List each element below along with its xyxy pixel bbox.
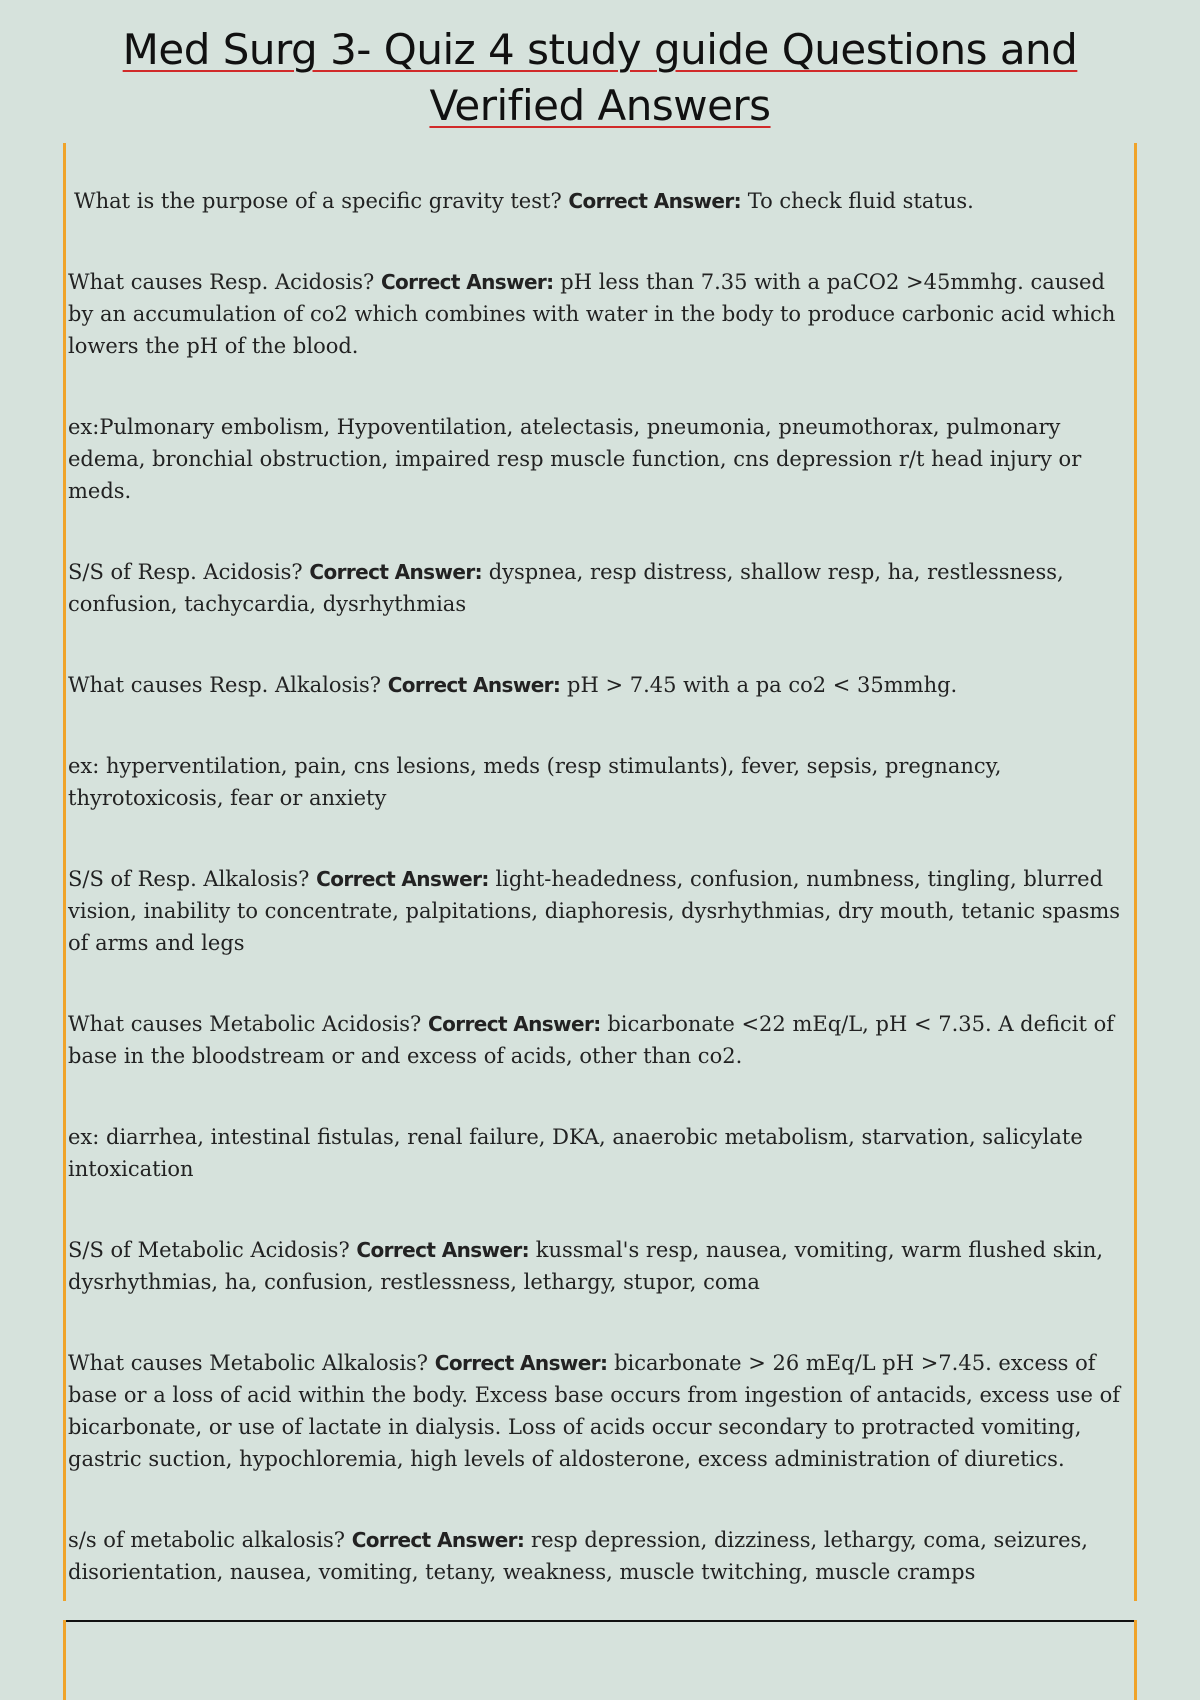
question-text: S/S of Resp. Alkalosis?: [68, 867, 310, 891]
qa-item: [68, 1008, 1128, 1072]
example-text: ex: hyperventilation, pain, cns lesions, meds (resp stimulants), fever, sepsis, pregnancy, thyrotoxicosis, fear or anxiety: [68, 754, 1002, 810]
title-line-2: Verified Answers: [429, 81, 771, 130]
example-paragraph: [68, 1121, 1128, 1185]
correct-answer-label: Correct Answer:: [380, 270, 554, 294]
example-paragraph: [68, 750, 1128, 814]
answer-text: To check fluid status.: [747, 189, 974, 213]
example-text: ex:Pulmonary embolism, Hypoventilation, atelectasis, pneumonia, pneumothorax, pulmonary edema, bronchial obstruction, impaired resp muscle function, cns depression r/t head injury or meds.: [68, 415, 1082, 503]
qa-item: [68, 1234, 1128, 1298]
qa-item: [68, 1347, 1128, 1475]
question-text: S/S of Metabolic Acidosis?: [68, 1238, 350, 1262]
left-border-rule-next: [63, 1620, 66, 1700]
correct-answer-label: Correct Answer:: [316, 867, 489, 891]
question-text: S/S of Resp. Acidosis?: [68, 560, 303, 584]
question-text: What is the purpose of a specific gravity test?: [74, 189, 562, 213]
correct-answer-label: Correct Answer:: [434, 1351, 608, 1375]
qa-list: [68, 185, 1128, 1637]
left-border-rule: [63, 143, 66, 1601]
question-text: What causes Metabolic Alkalosis?: [68, 1351, 429, 1375]
answer-text: pH > 7.45 with a pa co2 < 35mmhg.: [567, 673, 958, 697]
correct-answer-label: Correct Answer:: [309, 560, 482, 584]
question-text: What causes Resp. Acidosis?: [68, 270, 375, 294]
qa-item: [68, 669, 1128, 701]
correct-answer-label: Correct Answer:: [356, 1238, 530, 1262]
question-text: What causes Resp. Alkalosis?: [68, 673, 382, 697]
question-text: s/s of metabolic alkalosis?: [68, 1528, 346, 1552]
question-text: What causes Metabolic Acidosis?: [68, 1012, 422, 1036]
answer-text: resp depression, dizziness, lethargy, coma, seizures, disorientation, nausea, vomiting, tetany, weakness, muscle twitching, muscle cramps: [68, 1528, 1088, 1584]
correct-answer-label: Correct Answer:: [568, 189, 742, 213]
page-title: [60, 22, 1140, 134]
answer-text: bicarbonate <22 mEq/L, pH < 7.35. A deficit of base in the bloodstream or and excess of acids, other than co2.: [68, 1012, 1115, 1068]
example-text: ex: diarrhea, intestinal fistulas, renal failure, DKA, anaerobic metabolism, starvation, salicylate intoxication: [68, 1125, 1083, 1181]
example-paragraph: [68, 411, 1128, 507]
right-border-rule-next: [1134, 1620, 1137, 1700]
qa-item: [68, 556, 1128, 620]
correct-answer-label: Correct Answer:: [351, 1528, 525, 1552]
answer-text: dyspnea, resp distress, shallow resp, ha, restlessness, confusion, tachycardia, dysrhythmias: [68, 560, 1064, 616]
answer-text: bicarbonate > 26 mEq/L pH >7.45. excess of base or a loss of acid within the body. Excess base occurs from ingestion of antacids, excess use of bicarbonate, or use of lactate in dialysis. Loss of acids occur secondary to protracted vomiting, gastric suction, hypochloremia, high levels of aldosterone, excess administration of diuretics.: [68, 1351, 1120, 1471]
title-line-1: Med Surg 3- Quiz 4 study guide Questions and: [122, 25, 1078, 74]
qa-item: [68, 185, 1128, 217]
qa-item: [68, 863, 1128, 959]
qa-item: [68, 266, 1128, 362]
correct-answer-label: Correct Answer:: [387, 673, 561, 697]
right-border-rule: [1134, 143, 1137, 1601]
correct-answer-label: Correct Answer:: [428, 1012, 601, 1036]
answer-text: pH less than 7.35 with a paCO2 >45mmhg. caused by an accumulation of co2 which combines with water in the body to produce carbonic acid which lowers the pH of the blood.: [68, 270, 1116, 358]
answer-text: light-headedness, confusion, numbness, tingling, blurred vision, inability to concentrate, palpitations, diaphoresis, dysrhythmias, dry mouth, tetanic spasms of arms and legs: [68, 867, 1121, 955]
answer-text: kussmal's resp, nausea, vomiting, warm flushed skin, dysrhythmias, ha, confusion, restlessness, lethargy, stupor, coma: [68, 1238, 1104, 1294]
qa-item: [68, 1524, 1128, 1588]
